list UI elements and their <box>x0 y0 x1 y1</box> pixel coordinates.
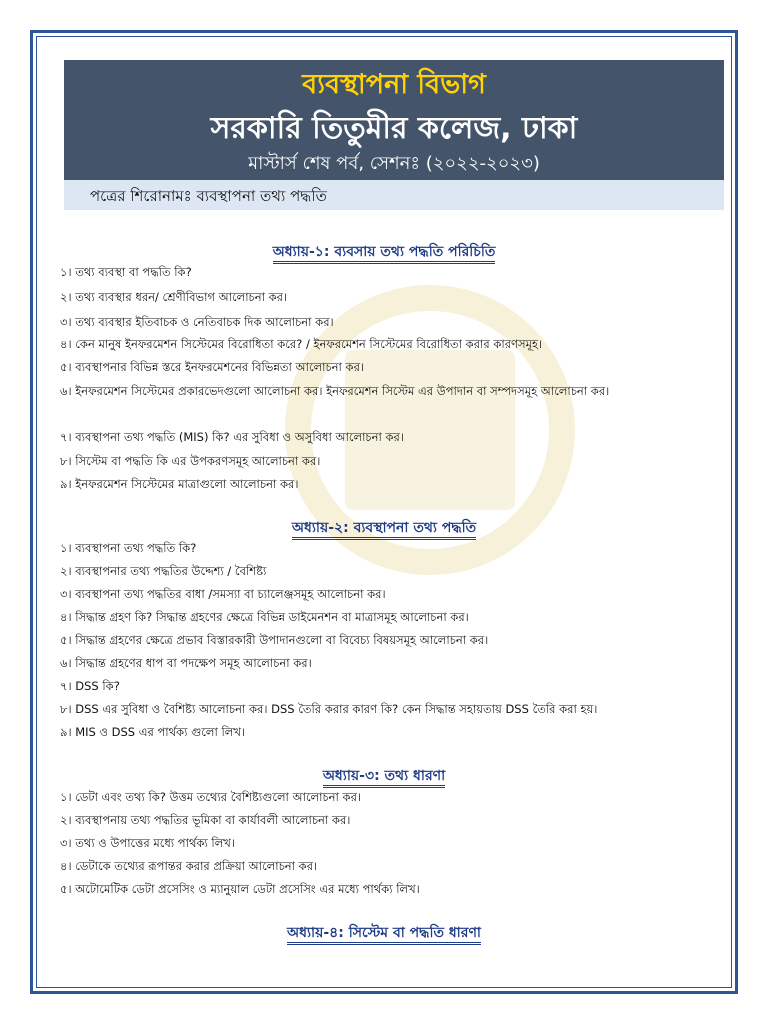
chapter-heading: অধ্যায়-২: ব্যবস্থাপনা তথ্য পদ্ধতি <box>0 516 768 540</box>
college-name: সরকারি তিতুমীর কলেজ, ঢাকা <box>210 111 578 146</box>
question-item: ৩। তথ্য ব্যবস্থার ইতিবাচক ও নেতিবাচক দিক আলোচনা কর। <box>60 315 334 329</box>
question-item: ৬। ইনফরমেশন সিস্টেমের প্রকারভেদগুলো আলোচনা কর। ইনফরমেশন সিস্টেম এর উপাদান বা সম্পদসমূহ আলোচনা কর। <box>60 384 610 398</box>
question-item: ৫। সিদ্ধান্ত গ্রহণের ক্ষেত্রে প্রভাব বিস্তারকারী উপাদানগুলো বা বিবেচ্য বিষয়সমূহ আলোচনা কর। <box>60 633 489 647</box>
question-item: ১। ডেটা এবং তথ্য কি? উত্তম তথ্যের বৈশিষ্ট্যগুলো আলোচনা কর। <box>60 790 362 804</box>
question-item: ৯। MIS ও DSS এর পার্থক্য গুলো লিখ। <box>60 725 245 739</box>
question-item: ৫। অটোমেটিক ডেটা প্রসেসিং ও ম্যানুয়াল ডেটা প্রসেসিং এর মধ্যে পার্থক্য লিখ। <box>60 882 420 896</box>
question-item: ৩। তথ্য ও উপাত্তের মধ্যে পার্থক্য লিখ। <box>60 836 235 850</box>
question-item: ১। তথ্য ব্যবস্থা বা পদ্ধতি কি? <box>60 265 192 279</box>
question-item: ২। ব্যবস্থাপনার তথ্য পদ্ধতির উদ্দেশ্য / বৈশিষ্ট্য <box>60 564 267 578</box>
question-item: ২। তথ্য ব্যবস্থার ধরন/ শ্রেণীবিভাগ আলোচনা কর। <box>60 290 288 304</box>
paper-title-bar <box>64 180 724 210</box>
chapter-heading: অধ্যায়-১: ব্যবসায় তথ্য পদ্ধতি পরিচিতি <box>0 240 768 264</box>
question-item: ১। ব্যবস্থাপনা তথ্য পদ্ধতি কি? <box>60 541 197 555</box>
question-item: ৭। DSS কি? <box>60 679 120 693</box>
question-item: ৫। ব্যবস্থাপনার বিভিন্ন স্তরে ইনফরমেশনের বিভিন্নতা আলোচনা কর। <box>60 360 365 374</box>
question-item: ৪। কেন মানুষ ইনফরমেশন সিস্টেমের বিরোধিতা করে? / ইনফরমেশন সিস্টেমের বিরোধিতা করার কারণসমূহ। <box>60 337 543 351</box>
question-item: ৮। সিস্টেম বা পদ্ধতি কি এর উপকরণসমূহ আলোচনা কর। <box>60 454 321 468</box>
question-item: ৩। ব্যবস্থাপনা তথ্য পদ্ধতির বাধা /সমস্যা বা চ্যালেঞ্জসমূহ আলোচনা কর। <box>60 587 386 601</box>
question-item: ২। ব্যবস্থাপনায় তথ্য পদ্ধতির ভূমিকা বা কার্যাবলী আলোচনা কর। <box>60 813 351 827</box>
question-item: ৪। ডেটাকে তথ্যের রূপান্তর করার প্রক্রিয়া আলোচনা কর। <box>60 859 318 873</box>
question-item: ৯। ইনফরমেশন সিস্টেমের মাত্রাগুলো আলোচনা কর। <box>60 477 299 491</box>
department-title: ব্যবস্থাপনা বিভাগ <box>302 69 486 100</box>
chapter-heading: অধ্যায়-৪: সিস্টেম বা পদ্ধতি ধারণা <box>0 921 768 945</box>
chapter-heading: অধ্যায়-৩: তথ্য ধারণা <box>0 764 768 788</box>
question-item: ৬। সিদ্ধান্ত গ্রহণের ধাপ বা পদক্ষেপ সমূহ আলোচনা কর। <box>60 656 312 670</box>
session-line: মাস্টার্স শেষ পর্ব, সেশনঃ (২০২২-২০২৩) <box>248 153 540 174</box>
question-item: ৮। DSS এর সুবিধা ও বৈশিষ্ট্য আলোচনা কর। DSS তৈরি করার কারণ কি? কেন সিদ্ধান্ত সহায়তায় DSS তৈরি করা হয়। <box>60 702 598 716</box>
header-banner <box>64 60 724 180</box>
question-item: ৪। সিদ্ধান্ত গ্রহণ কি? সিদ্ধান্ত গ্রহণের ক্ষেত্রে বিভিন্ন ডাইমেনশন বা মাত্রাসমূহ আলোচনা কর। <box>60 610 469 624</box>
paper-title: পত্রের শিরোনামঃ ব্যবস্থাপনা তথ্য পদ্ধতি <box>90 187 327 205</box>
question-item: ৭। ব্যবস্থাপনা তথ্য পদ্ধতি (MIS) কি? এর সুবিধা ও অসুবিধা আলোচনা কর। <box>60 430 404 444</box>
